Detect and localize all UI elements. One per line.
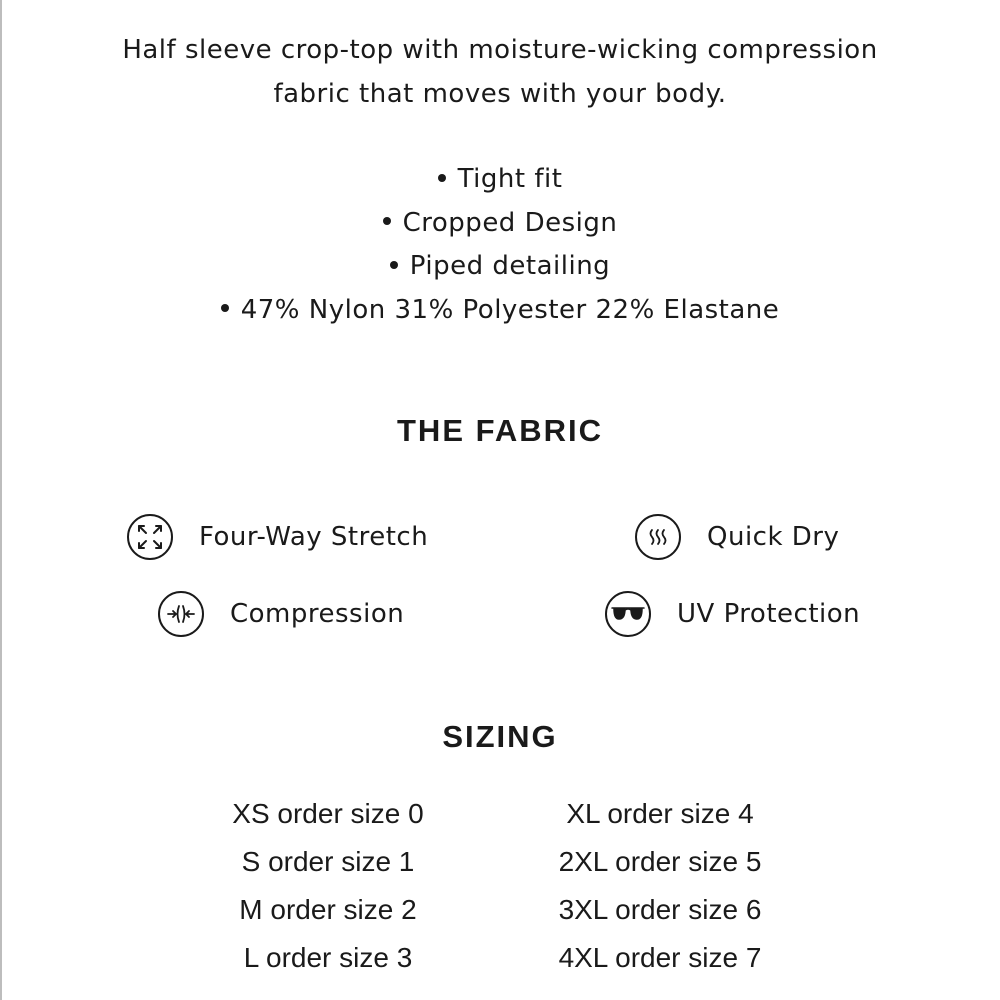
description-line-1: Half sleeve crop-top with moisture-wicking compression	[122, 35, 878, 65]
bullet-dot-icon	[383, 217, 391, 225]
feature-label: Quick Dry	[707, 522, 840, 552]
bullet-item: 47% Nylon 31% Polyester 22% Elastane	[100, 289, 900, 333]
fabric-feature-quick-dry	[635, 512, 839, 562]
bullet-dot-icon	[390, 261, 398, 269]
size-row: 2XL order size 5	[558, 846, 762, 877]
description-line-2: fabric that moves with your body.	[273, 79, 727, 109]
left-border-rule	[0, 0, 2, 1000]
feature-bullet-list	[100, 158, 900, 332]
product-description	[60, 28, 940, 116]
size-row: L order size 3	[243, 942, 413, 973]
bullet-dot-icon	[438, 174, 446, 182]
bullet-item: Tight fit	[100, 158, 900, 202]
sizing-column-right	[510, 790, 810, 982]
size-row: 3XL order size 6	[558, 894, 762, 925]
size-row: S order size 1	[241, 846, 415, 877]
sizing-column-left	[178, 790, 478, 982]
fabric-heading: THE FABRIC	[397, 413, 603, 448]
sunglasses-icon	[605, 591, 651, 637]
sizing-heading: SIZING	[442, 719, 558, 754]
size-row: XS order size 0	[232, 798, 424, 829]
feature-label: Four-Way Stretch	[199, 522, 429, 552]
feature-label: UV Protection	[677, 599, 861, 629]
bullet-item: Cropped Design	[100, 202, 900, 246]
size-row: 4XL order size 7	[558, 942, 762, 973]
bullet-dot-icon	[221, 304, 229, 312]
size-row: M order size 2	[239, 894, 417, 925]
compression-arrows-icon	[158, 591, 204, 637]
fabric-feature-uv-protection	[605, 589, 860, 639]
quick-dry-waves-icon	[635, 514, 681, 560]
size-row: XL order size 4	[566, 798, 754, 829]
feature-label: Compression	[230, 599, 405, 629]
fabric-feature-compression	[158, 589, 404, 639]
bullet-item: Piped detailing	[100, 245, 900, 289]
fabric-feature-four-way-stretch	[127, 512, 428, 562]
four-way-arrows-icon	[127, 514, 173, 560]
